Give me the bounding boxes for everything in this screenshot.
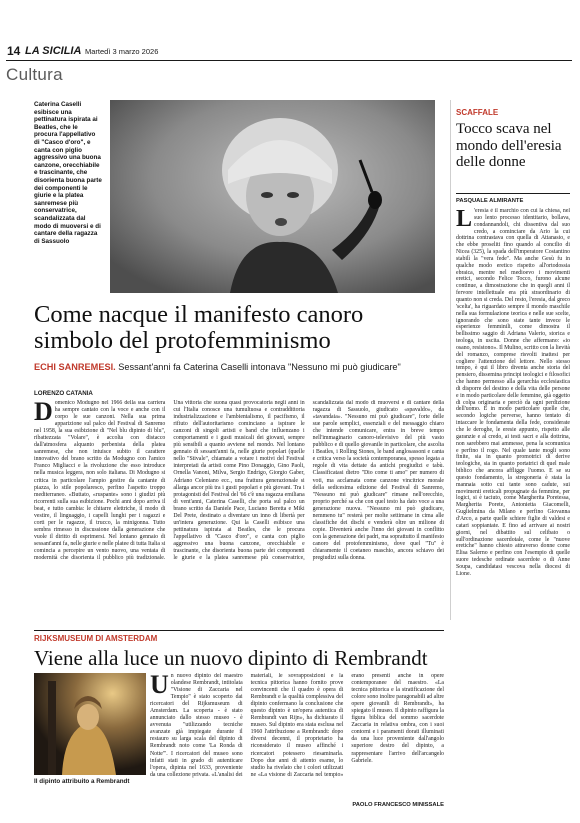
bottom-article-body — [150, 673, 444, 801]
main-byline: LORENZO CATANIA — [34, 390, 93, 397]
sidebar-byline-rule — [456, 193, 570, 194]
sidebar-column-divider — [450, 100, 451, 620]
rembrandt-photo — [34, 673, 146, 775]
page-number: 14 — [7, 44, 21, 58]
sidebar-body-text: 'eresia è il marchio con cui la chiesa, nel suo lento processo identitario, bollava, condannandoli, chi dissentiva dal suo credo, a cominciare da Ario la cui dottrina contrastava con quella di Attanasio, e che ebbe proseliti fino quando al concilio di Nicea (325), la spada dell'imperatore Costantino stabilì la "vera fede". Ma anche Gesù fu in qualche modo eretico rispetto all'ortodossia ebraica, mentre nel medioevo i movimenti eretici, secondo Felice Tocco, furono alcune continue, a dimostrazione che in quegli anni il fervore intellettuale era più straordinario di quanto non si creda. Del resto, l'eresia, dal greco 'scelta', ha riguardato sempre il mondo maschile nella sua formulazione teorica e nelle sue scelte, ignorando che sono state tante invece le esperienze femminili, come dimostra il bellissimo saggio di Adriana Valerio, storica e teologa, in uscita. Donne che affermano: «io osano, resistono». Il Mulino, scritto con la lievità del romanzo, comprese risvolti inattesi per cogliere l'attenzione del lettore. Nello stesso tempo, è qui il libro diventa anche storia del pensiero, dissemina principi teologici e filosofici che hanno permesso alla gerarchia ecclesiastica di disporre del destino e della vita delle persone e in modo particolare delle femmine, già oggetto di colpa originaria e perciò da ogni perdizione dell'uomo. E in modo particolare quelle che, secondo logiche perverse, hanno tentato di intaccare le fondamenta della fede, considerate che le deroghe, le eresie appunto, rispetto alle garanzie e al credo, ai testi sacri e alla dottrina, non sarebbero mai ammesse, pena la scomunica e perfino il rogo. Nel quale tante mogli sono finite, sia in quanto promotrici di derive teologiche, sia in quanto portatrici di quel male biblico che ancora affligge l'uomo. E se su questo fondamento, la stregoneria è stata la mannaia sotto cui tante sono cadute, sui movimenti ereticali propugnate da femmine, per logici, si è taciuto, come Margherita Poretessa, Margherita Porete, Antonietta Giacomelli, Guglielmina da Milano e perfino Giovanna d'Arco, a parte quelle schiere figlie di valdesi e catari soppiantate. E fino ad arrivare ai nostri giorni, nel dibattito sul celibato o sull'ordinazione sacerdotale, come le "nuove eretiche" hanno chiesto attraverso donne come Elisa Salerno e perfino con l'esempio di quelle suore tedesche ordinate sacerdote o di Anne Soupa, candidatasi vescova nella diocesi di Lione. — [456, 208, 570, 577]
main-dropcap: D — [34, 400, 53, 426]
kicker: ECHI SANREMESI. — [34, 362, 116, 372]
bottom-section-rule — [34, 630, 444, 631]
bottom-headline: Viene alla luce un nuovo dipinto di Rembrandt — [34, 646, 428, 670]
rembrandt-photo-caption: Il dipinto attribuito a Rembrandt — [34, 778, 130, 785]
main-article-body — [34, 400, 444, 622]
section-title: Cultura — [6, 65, 63, 84]
bottom-byline: PAOLO FRANCESCO MINISSALE — [352, 802, 444, 808]
sidebar-headline: Tocco scava nel mondo dell'eresia delle donne — [456, 121, 562, 170]
bottom-body-text: n nuovo dipinto del maestro olandese Rembrandt, intitolata "Visione di Zaccaria nel Tempio" è stato scoperto dai ricercatori del Rijksmuseum di Amsterdam. La scoperta - è stato annunciato dallo stesso museo - è avvenuta "utilizzando tecniche avanzate già impiegate durante il restauro su larga scala del dipinto di Rembrandt noto come 'La Ronda di Notte'". I ricercatori del museo sono infatti stati in grado di autenticare l'opera, dipinta nel 1633, proveniente da una collezione privata. «L'analisi dei materiali, le sovrapposizioni e la tecnica pittorica hanno fornito prove convincenti che il quadro è opera di Rembrandt e la qualità complessiva del dipinto confermano la conclusione che questo dipinto è un'opera autentica di Rembrandt van Rijn», ha dichiarato il museo. Sul dipinto era stata esclusa nel 1960 l'attribuzione a Rembrandt: dopo diversi decenni, il proprietario ha riconsiderato il museo affinché i ricercatori potessero riesaminarla. Dopo due anni di attento esame, lo studio ha rivelato che i colori utilizzati ne «La visione di Zaccaria nel tempio» erano presenti anche in opere contemporanee del maestro. «La tecnica pittorica e la stratificazione del colore sono inoltre paragonabili ad altre opere giovanili di Rembrandt», ha spiegato il museo. Il dipinto raffigura la figura biblica del sommo sacerdote Zaccaria in relativa ombra, con i suoi contorni e i paramenti dorati illuminati da una luce proveniente dall'angolo superiore destro del dipinto, a rappresentare l'arrivo dell'arcangelo Gabriele. — [150, 673, 444, 778]
sidebar-byline: PASQUALE ALMIRANTE — [456, 198, 524, 204]
subhead-text: Sessant'anni fa Caterina Caselli intonava "Nessuno mi può giudicare" — [118, 362, 401, 372]
bottom-dropcap: U — [150, 673, 169, 699]
caselli-photo — [110, 100, 435, 293]
rembrandt-painting-image — [34, 673, 146, 775]
caselli-singing-image — [110, 100, 435, 293]
main-body-text: omenico Modugno nel 1966 della sua carriera ha sempre cantato con la voce e anche con il corpo le sue canzoni. Nella sua prima apparizione sul palco del Festival di Sanremo nel 1958, la sua esibizione di "Nel blu dipinto di blu", ribattezzata "Volare", è accolta con distacco dall'atmosfera alquanto perbenista della platea sanremese, che non intuisce subito il carattere innovativo del brano scritto da Modugno con l'amico Franco Migliacci e la rivoluzione che esso introduce nella musica leggera, non solo italiana. Di Modugno si critica in particolare l'ampio gestire da cantante di piazza, lo stile popolaresco, perfino l'aspetto troppo mediterraneo. «Buttato, «ruspante» sono i giudizi più ricorrenti sulla sua esibizione. Pochi anni dopo arriva il beat, e tutto cambia: le chitarre elettriche, il modo di vestire, il linguaggio, i capelli lunghi per i ragazzi e corti per le ragazze, il trucco, la minigonna. Tutto sembra rimesso in discussione dalla generazione che vuole il diritto di esprimersi. Nel lontano gennaio di sessant'anni fa, nelle giurie e nelle platee di tutta Italia si comincia a percepire un vento nuovo, una ventata di modernità che disorienta il pubblico più tradizionale. Una vittoria che suona quasi provocatoria negli anni in cui l'Italia conosce una tumultuosa e contraddittoria industrializzazione e l'ambientalismo, il pacifismo, il rifiuto dell'autoritarismo cominciano a ispirare le canzoni di singoli artisti e band che influenzano i comportamenti e i gusti musicali dei giovani, sempre più sensibili a quanto avviene nel mondo. Nel lontano gennaio di sessant'anni fa, nelle giurie popolari (quelle nello "Stivale", chiamate a votare i motivi del Festival interpretati da artisti come Pino Donaggio, Gino Paoli, Ornella Vanoni, Milva, Sergio Endrigo, Giorgio Gaber, Adriano Celentano ecc., una frattura generazionale si allarga ancor più tra i gusti popolari e più giovani. Tra i protagonisti del Festival del '66 c'è una ragazza emiliana di vent'anni, Caterina Caselli, che porta sul palco un brano scritto da Daniele Pace, Luciano Beretta e Miki Del Prete, destinato a diventare un inno di libertà per un'intera generazione. Qui la Caselli esibisce una pettinatura ispirata ai Beatles, che le procura l'appellativo di "Casco d'oro", e canta con piglio aggressivo una buona canzone, orecchiabile e trascinante, che disorienta buona parte dei componenti le giurie e la platea sanremese più conservatrice, scandalizzata dal modo di muoversi e di cantare della ragazza di Sassuolo, giudicato «spavaldo», da «tavandaia». "Nessuno mi può giudicare", forte delle sue parole semplici, essenziali e del messaggio chiaro che intende comunicare, entra in breve tempo nell'immaginario canoro-televisivo del più vasto pubblico e di quello giovanile in particolare, che ascolta i Beatles, i Rolling Stones, le band anglosassoni e canta e critica verso la società contemporanea, spesso legata a regole di vita dettate da antichi pregiudizi e tabù. Classificatasi dietro "Dio come ti amo" per numero di voti, ma acclamata come canzone vincitrice morale della sedicesima edizione del Festival di Sanremo, "Nessuno mi può giudicare" rimane nell'orecchio, proprio perché sa che con quel testo ha dato voce a una generazione nuova. "Nessuno mi può giudicare, nemmeno tu" resterà per molte settimane in cima alle classifiche dei dischi e venderà oltre un milione di copie. Diventerà anche l'inno dei giovani in conflitto con la generazione dei padri, ma soprattutto il manifesto canoro del protofemminismo, dove quel "Tu" è chiaramente il coetaneo maschio, ancora schiavo dei pregiudizi sulla donna. — [34, 400, 444, 562]
bottom-label: RIJKSMUSEUM DI AMSTERDAM — [34, 634, 158, 643]
issue-date: Martedì 3 marzo 2026 — [85, 47, 159, 56]
main-headline: Come nacque il manifesto canoro simbolo del protofemminismo — [34, 301, 364, 354]
sidebar-label: SCAFFALE — [456, 108, 499, 117]
sidebar-article-body — [456, 208, 570, 756]
header-rule — [6, 60, 572, 61]
sidebar-dropcap: L — [456, 208, 473, 232]
photo-caption: Caterina Caselli esibisce una pettinatura ispirata ai Beatles, che le procura l'appellativo di "Casco d'oro", e canta con piglio aggressivo una buona canzone, orecchiabile e trascinante, che disorienta buona parte dei componenti le giurie e la platea sanremese più conservatrice, scandalizzata dal modo di muoversi e di cantare della ragazza di Sassuolo — [34, 101, 102, 245]
main-subhead — [34, 362, 454, 372]
masthead: LA SICILIA — [25, 45, 82, 57]
